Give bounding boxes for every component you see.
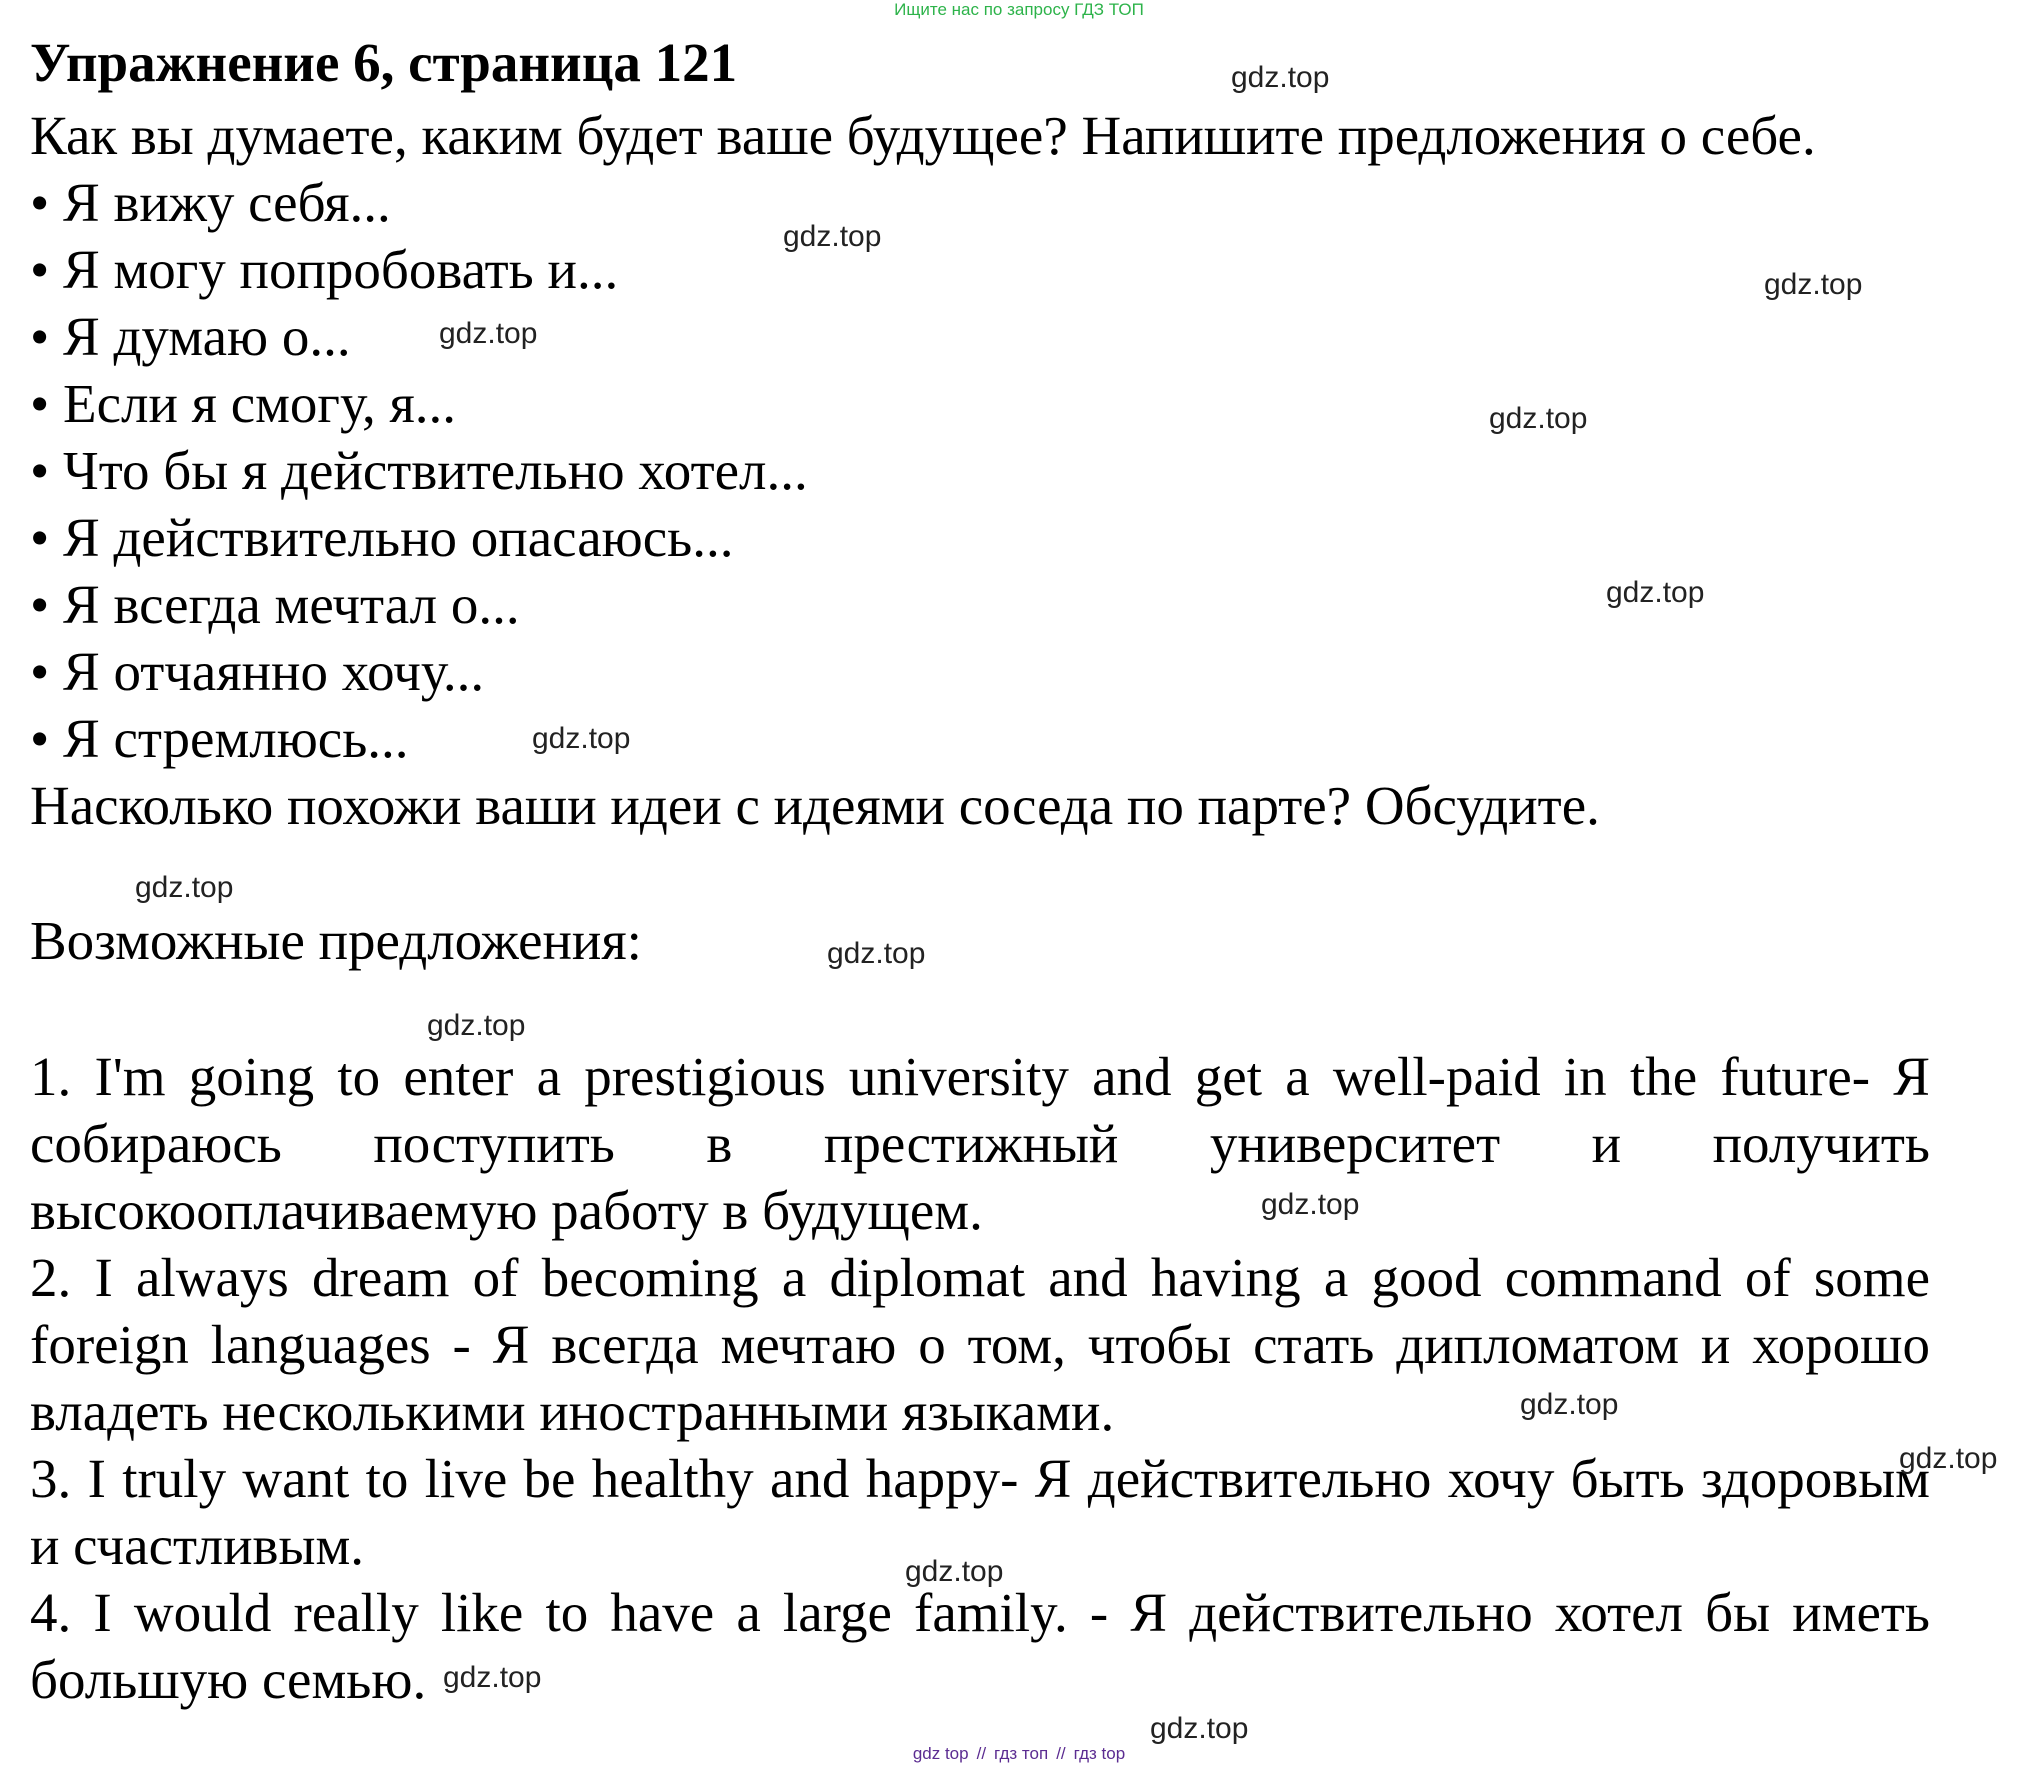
bullet-item: • Если я смогу, я... — [30, 373, 457, 434]
bullet-item: • Я вижу себя... — [30, 172, 391, 233]
footer-part: гдз топ — [994, 1744, 1049, 1763]
footer-part: гдз top — [1073, 1744, 1126, 1763]
bullet-item: • Я действительно опасаюсь... — [30, 507, 734, 568]
watermark: gdz.top — [1606, 576, 1705, 609]
footer — [0, 1744, 2038, 1764]
footer-separator: // — [976, 1744, 987, 1763]
answer-item-3: 3. I truly want to live be healthy and happy- Я действительно хочу быть здоровым и счастливым. — [30, 1448, 1930, 1576]
bullet-item: • Я всегда мечтал о... — [30, 574, 520, 635]
watermark: gdz.top — [443, 1661, 542, 1694]
answer-item-4: 4. I would really like to have a large family. - Я действительно хотел бы иметь большую семью. — [30, 1582, 1930, 1710]
watermark: gdz.top — [427, 1009, 526, 1042]
watermark: gdz.top — [532, 722, 631, 755]
bullet-item: • Я думаю о... — [30, 306, 351, 367]
watermark: gdz.top — [1764, 268, 1863, 301]
answer-item-1: 1. I'm going to enter a prestigious university and get a well-paid in the future- Я собираюсь поступить в престижный университет и получить высокооплачиваемую работу в будущем. — [30, 1046, 1930, 1241]
footer-separator: // — [1056, 1744, 1066, 1763]
watermark: gdz.top — [827, 937, 926, 970]
watermark: gdz.top — [135, 871, 234, 904]
bullet-item: • Я отчаянно хочу... — [30, 641, 485, 702]
watermark: gdz.top — [783, 220, 882, 253]
answers-heading: Возможные предложения: — [30, 910, 642, 971]
watermark: gdz.top — [905, 1555, 1004, 1588]
footer-part: gdz top — [912, 1744, 969, 1763]
page-title: Упражнение 6, страница 121 — [30, 32, 738, 93]
watermark: gdz.top — [1520, 1388, 1619, 1421]
watermark: gdz.top — [1899, 1442, 1998, 1475]
discussion-text: Насколько похожи ваши идеи с идеями соседа по парте? Обсудите. — [30, 775, 1600, 836]
watermark: gdz.top — [1261, 1188, 1360, 1221]
watermark: gdz.top — [1489, 402, 1588, 435]
top-banner: Ищите нас по запросу ГДЗ ТОП — [894, 0, 1144, 19]
watermark: gdz.top — [439, 317, 538, 350]
watermark: gdz.top — [1231, 61, 1330, 94]
bullet-item: • Я стремлюсь... — [30, 708, 409, 769]
bullet-item: • Что бы я действительно хотел... — [30, 440, 808, 501]
watermark: gdz.top — [1150, 1712, 1249, 1745]
bullet-item: • Я могу попробовать и... — [30, 239, 619, 300]
answer-item-2: 2. I always dream of becoming a diplomat and having a good command of some foreign languages - Я всегда мечтаю о том, чтобы стать дипломатом и хорошо владеть несколькими иностранными языками. — [30, 1247, 1930, 1442]
task-prompt: Как вы думаете, каким будет ваше будущее? Напишите предложения о себе. — [30, 105, 1816, 166]
